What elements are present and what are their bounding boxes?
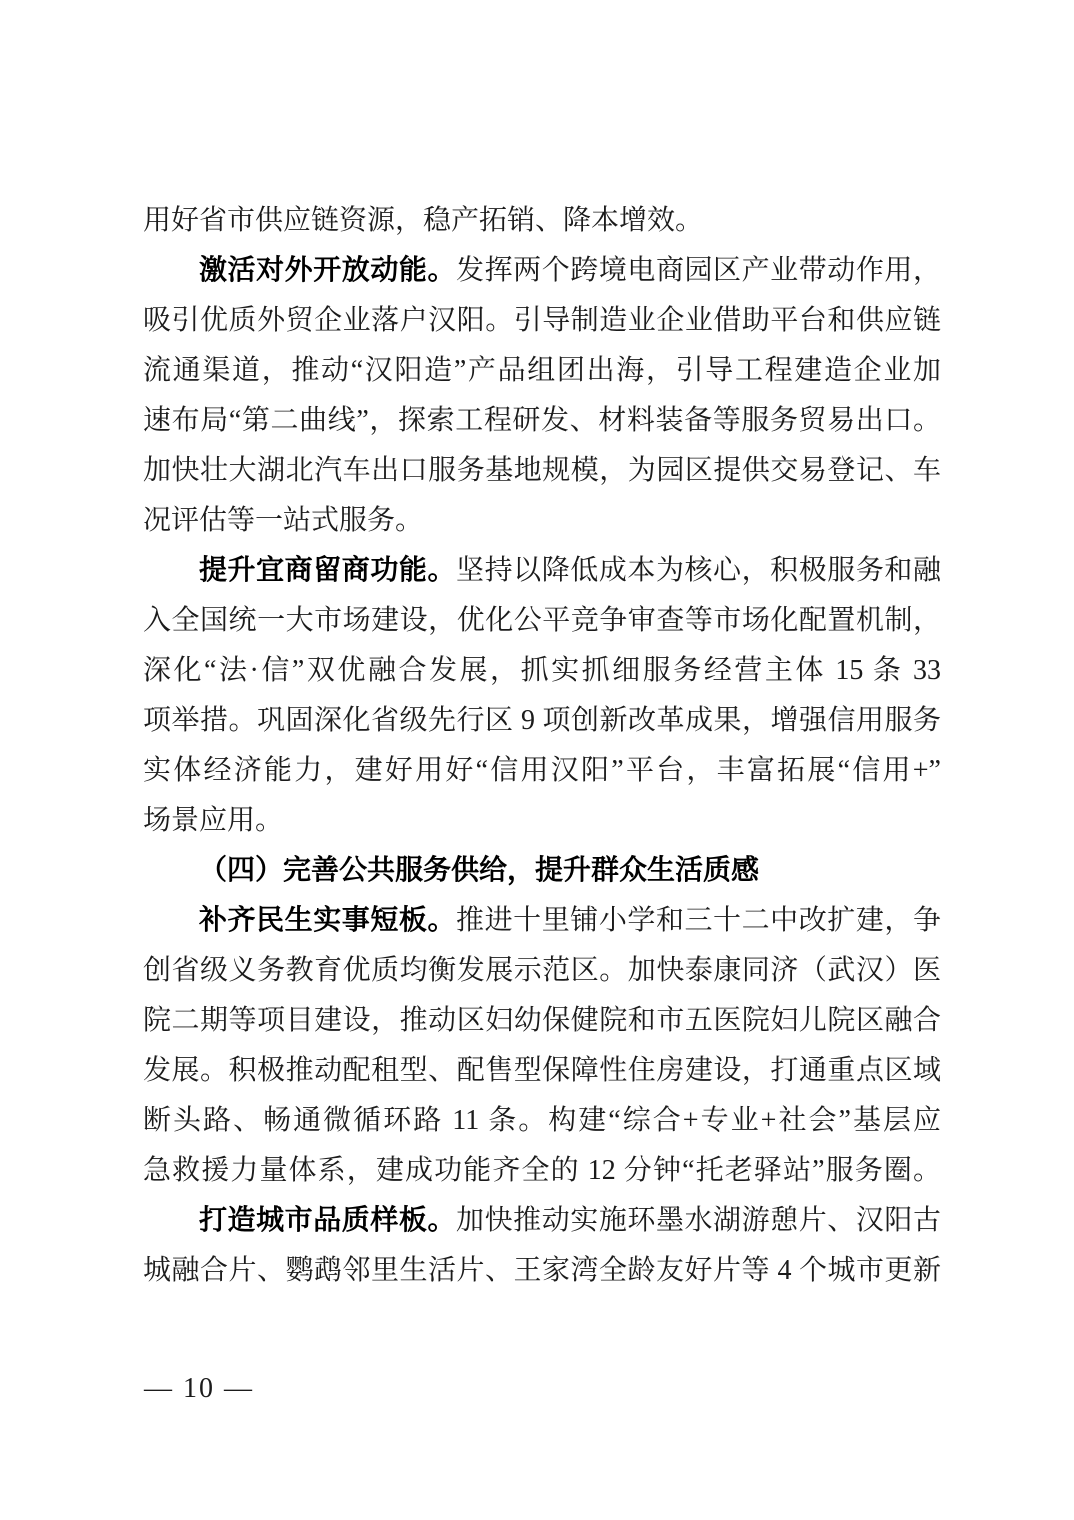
body-text-run: 急救援力量体系，建成功能齐全的 12 分钟“托老驿站”服务圈。 <box>143 1155 941 1186</box>
text-line <box>143 1246 941 1296</box>
text-line <box>143 196 941 246</box>
text-line <box>143 996 941 1046</box>
text-line <box>143 396 941 446</box>
body-text-run: 推进十里铺小学和三十二中改扩建，争 <box>456 905 941 936</box>
text-line <box>143 1196 941 1246</box>
paragraph-lead-bold: 激活对外开放动能。 <box>199 255 457 286</box>
text-line <box>143 946 941 996</box>
paragraph-lead-bold: 补齐民生实事短板。 <box>199 905 457 936</box>
body-text-run: 吸引优质外贸企业落户汉阳。引导制造业企业借助平台和供应链 <box>143 305 941 336</box>
body-text-run: 院二期等项目建设，推动区妇幼保健院和市五医院妇儿院区融合 <box>143 1005 941 1036</box>
text-line <box>143 246 941 296</box>
body-text-run: 实体经济能力，建好用好“信用汉阳”平台，丰富拓展“信用+” <box>143 755 941 786</box>
paragraph-lead-bold: 打造城市品质样板。 <box>199 1205 457 1236</box>
body-text-run: 用好省市供应链资源，稳产拓销、降本增效。 <box>143 205 704 236</box>
body-text-run: 发挥两个跨境电商园区产业带动作用， <box>456 255 941 286</box>
text-line <box>143 1096 941 1146</box>
body-text-run: 断头路、畅通微循环路 11 条。构建“综合+专业+社会”基层应 <box>143 1105 941 1136</box>
text-line <box>143 296 941 346</box>
text-line <box>143 796 941 846</box>
text-line <box>143 646 941 696</box>
body-text-run: 深化“法·信”双优融合发展，抓实抓细服务经营主体 15 条 33 <box>143 655 941 686</box>
text-line <box>143 1146 941 1196</box>
page-number: — 10 — <box>144 1373 254 1404</box>
body-text-run: 城融合片、鹦鹉邻里生活片、王家湾全龄友好片等 4 个城市更新 <box>143 1255 941 1286</box>
body-text-run: 项举措。巩固深化省级先行区 9 项创新改革成果，增强信用服务 <box>143 705 941 736</box>
text-line <box>143 1046 941 1096</box>
body-text-run: 流通渠道，推动“汉阳造”产品组团出海，引导工程建造企业加 <box>143 355 941 386</box>
body-text-run: 加快壮大湖北汽车出口服务基地规模，为园区提供交易登记、车 <box>143 455 941 486</box>
text-line <box>143 746 941 796</box>
body-text-run: 入全国统一大市场建设，优化公平竞争审查等市场化配置机制， <box>143 605 941 636</box>
body-text-run: 况评估等一站式服务。 <box>143 505 424 536</box>
body-text-run: 速布局“第二曲线”，探索工程研发、材料装备等服务贸易出口。 <box>143 405 941 436</box>
text-line <box>143 546 941 596</box>
body-text-run: 加快推动实施环墨水湖游憩片、汉阳古 <box>456 1205 941 1236</box>
text-line <box>143 896 941 946</box>
paragraph-lead-bold: （四）完善公共服务供给，提升群众生活质感 <box>199 855 760 886</box>
text-line <box>143 446 941 496</box>
text-line <box>143 346 941 396</box>
paragraph-lead-bold: 提升宜商留商功能。 <box>199 555 457 586</box>
body-text-run: 发展。积极推动配租型、配售型保障性住房建设，打通重点区域 <box>143 1055 941 1086</box>
body-text-run: 创省级义务教育优质均衡发展示范区。加快泰康同济（武汉）医 <box>143 955 941 986</box>
text-line <box>143 696 941 746</box>
text-line <box>143 496 941 546</box>
section-heading <box>143 846 941 896</box>
text-line <box>143 596 941 646</box>
body-text-run: 坚持以降低成本为核心，积极服务和融 <box>456 555 941 586</box>
document-body <box>143 196 941 1296</box>
body-text-run: 场景应用。 <box>143 805 284 836</box>
